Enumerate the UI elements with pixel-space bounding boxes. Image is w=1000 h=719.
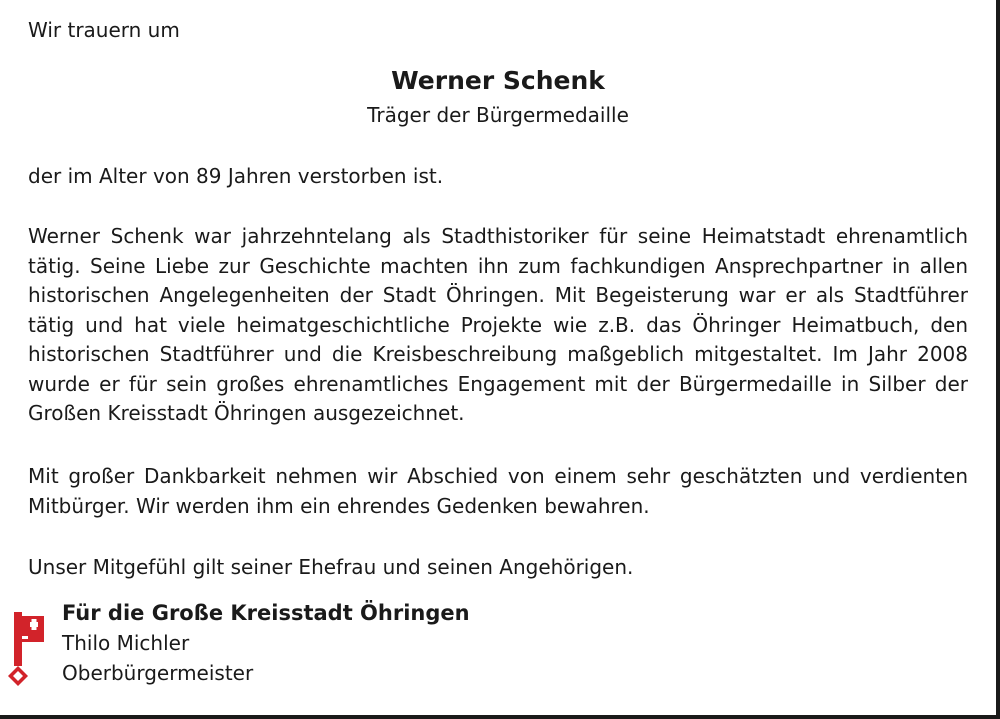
deceased-name: Werner Schenk (391, 66, 605, 95)
signer-name: Thilo Michler (62, 631, 190, 655)
oehringen-key-emblem-icon (8, 598, 48, 698)
sympathy-line: Unser Mitgefühl gilt seiner Ehefrau und seinen Angehörigen. (28, 555, 634, 579)
signature-organization: Für die Große Kreisstadt Öhringen (62, 601, 470, 625)
signer-role: Oberbürgermeister (62, 661, 254, 685)
signature-block (8, 598, 608, 708)
signature-text (62, 598, 470, 688)
age-line: der im Alter von 89 Jahren verstorben ist. (28, 164, 444, 188)
biography-paragraph: Werner Schenk war jahrzehntelang als Stadthistoriker für seine Heimatstadt ehrenamtlich tätig. Seine Liebe zur Geschichte machten ihn zum fachkundigen Ansprechpartner in allen historischen Angelegenheiten der Stadt Öhringen. Mit Begeisterung war er als Stadtführer tätig und hat viele heimatgeschichtliche Projekte wie z.B. das Öhringer Heimatbuch, den historischen Stadtführer und die Kreisbeschreibung maßgeblich mitgestaltet. Im Jahr 2008 wurde er für sein großes ehrenamtliches Engagement mit der Bürgermedaille in Silber der Großen Kreisstadt Öhringen ausgezeichnet. (28, 224, 968, 425)
honor-title: Träger der Bürgermedaille (367, 103, 629, 127)
thanks-paragraph: Mit großer Dankbarkeit nehmen wir Abschied von einem sehr geschätzten und verdienten Mitbürger. Wir werden ihm ein ehrendes Gedenken bewahren. (28, 464, 968, 518)
intro-line: Wir trauern um (28, 18, 180, 42)
obituary-notice (28, 16, 968, 579)
